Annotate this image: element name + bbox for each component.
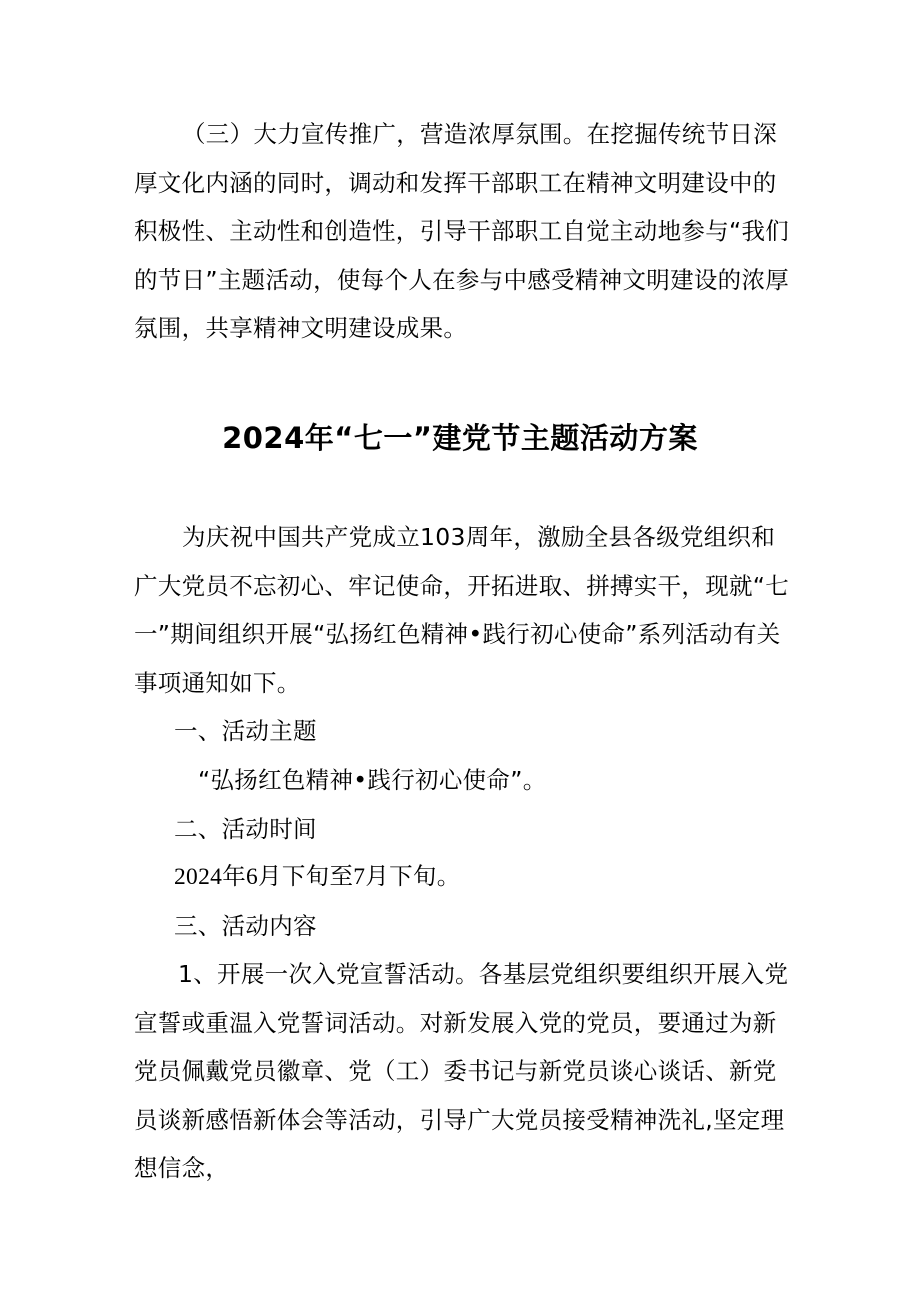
- section-one-body: “弘扬红色精神•践行初心使命”。: [198, 766, 547, 794]
- document-title: 2024年“七一”建党节主题活动方案: [222, 421, 698, 455]
- section-three-heading: 三、活动内容: [174, 912, 317, 940]
- section-two-body: 2024年6月下旬至7月下旬。: [174, 864, 461, 890]
- activity-item-one: 1、开展一次入党宣誓活动。各基层党组织要组织开展入党宣誓或重温入党誓词活动。对新发展入党的党员，要通过为新党员佩戴党员徽章、党（工）委书记与新党员谈心谈话、新党员谈新感悟新体会等活动，引导广大党员接受精神洗礼,坚定理想信念，: [134, 960, 789, 1182]
- section-one-heading: 一、活动主题: [174, 717, 317, 745]
- intro-paragraph: 为庆祝中国共产党成立103周年，激励全县各级党组织和广大党员不忘初心、牢记使命，开拓进取、拼搏实干，现就“七一”期间组织开展“弘扬红色精神•践行初心使命”系列活动有关事项通知如下。: [134, 523, 790, 697]
- section-two-heading: 二、活动时间: [174, 815, 317, 843]
- section-three-paragraph: （三）大力宣传推广，营造浓厚氛围。在挖掘传统节日深厚文化内涵的同时，调动和发挥干部职工在精神文明建设中的积极性、主动性和创造性，引导干部职工自觉主动地参与“我们的节日”主题活动，使每个人在参与中感受精神文明建设的浓厚氛围，共享精神文明建设成果。: [134, 120, 790, 342]
